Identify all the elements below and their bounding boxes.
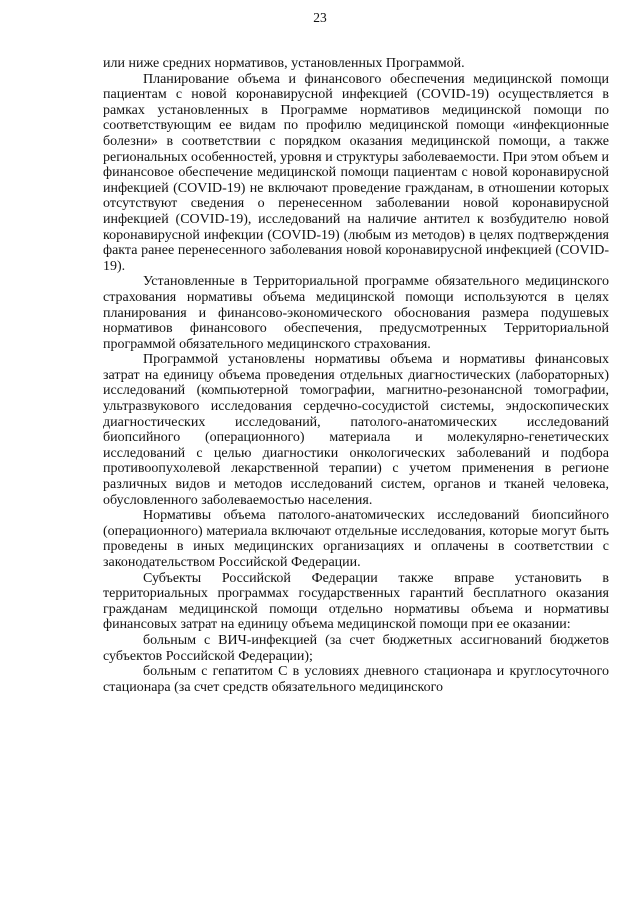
paragraph-hepatitis-patients: больным с гепатитом С в условиях дневного стационара и круглосуточного стационара (за счет средств обязательного медицинского [103, 664, 609, 695]
document-body [103, 56, 609, 695]
paragraph-diagnostic-norms: Программой установлены нормативы объема и нормативы финансовых затрат на единицу объема проведения отдельных диагностических (лабораторных) исследований (компьютерной томографии, магнитно-резонансной томографии, ультразвукового исследования сердечно-сосудистой системы, эндоскопических диагностических исследований, патолого-анатомических исследований биопсийного (операционного) материала и молекулярно-генетических исследований с целью диагностики онкологических заболеваний и подбора противоопухолевой лекарственной терапии) с учетом применения в регионе различных видов и методов исследований систем, органов и тканей человека, обусловленного заболеваемостью населения. [103, 352, 609, 508]
paragraph-pathology-norms: Нормативы объема патолого-анатомических исследований биопсийного (операционного) материала включают отдельные исследования, которые могут быть проведены в иных медицинских организациях и оплачены в соответствии с законодательством Российской Федерации. [103, 508, 609, 570]
paragraph-hiv-patients: больным с ВИЧ-инфекцией (за счет бюджетных ассигнований бюджетов субъектов Российской Федерации); [103, 632, 609, 664]
paragraph-subjects-rights: Субъекты Российской Федерации также вправе установить в территориальных программах государственных гарантий бесплатного оказания гражданам медицинской помощи отдельно нормативы объема и нормативы финансовых затрат на единицу объема медицинской помощи при ее оказании: [103, 570, 609, 633]
paragraph-covid-planning: Планирование объема и финансового обеспечения медицинской помощи пациентам с новой коронавирусной инфекцией (COVID-19) осуществляется в рамках установленных в Программе нормативов медицинской помощи по соответствующим ее видам по профилю медицинской помощи «инфекционные болезни» в соответствии с порядком оказания медицинской помощи, а также региональных особенностей, уровня и структуры заболеваемости. При этом объем и финансовое обеспечение медицинской помощи пациентам с новой коронавирусной инфекцией (COVID-19) не включают проведение гражданам, в отношении которых отсутствуют сведения о перенесенном заболевании новой коронавирусной инфекцией (COVID-19), исследований на наличие антител к возбудителю новой коронавирусной инфекции (COVID-19) (любым из методов) в целях подтверждения факта ранее перенесенного заболевания новой коронавирусной инфекцией (COVID-19). [103, 71, 609, 274]
page-number: 23 [313, 10, 327, 25]
paragraph-continuation: или ниже средних нормативов, установленных Программой. [103, 56, 465, 71]
paragraph-oms-volume-norms: Установленные в Территориальной программе обязательного медицинского страхования нормативы объема медицинской помощи используются в целях планирования и финансово-экономического обоснования размера подушевых нормативов финансового обеспечения, предусмотренных Территориальной программой обязательного медицинского страхования. [103, 274, 609, 352]
